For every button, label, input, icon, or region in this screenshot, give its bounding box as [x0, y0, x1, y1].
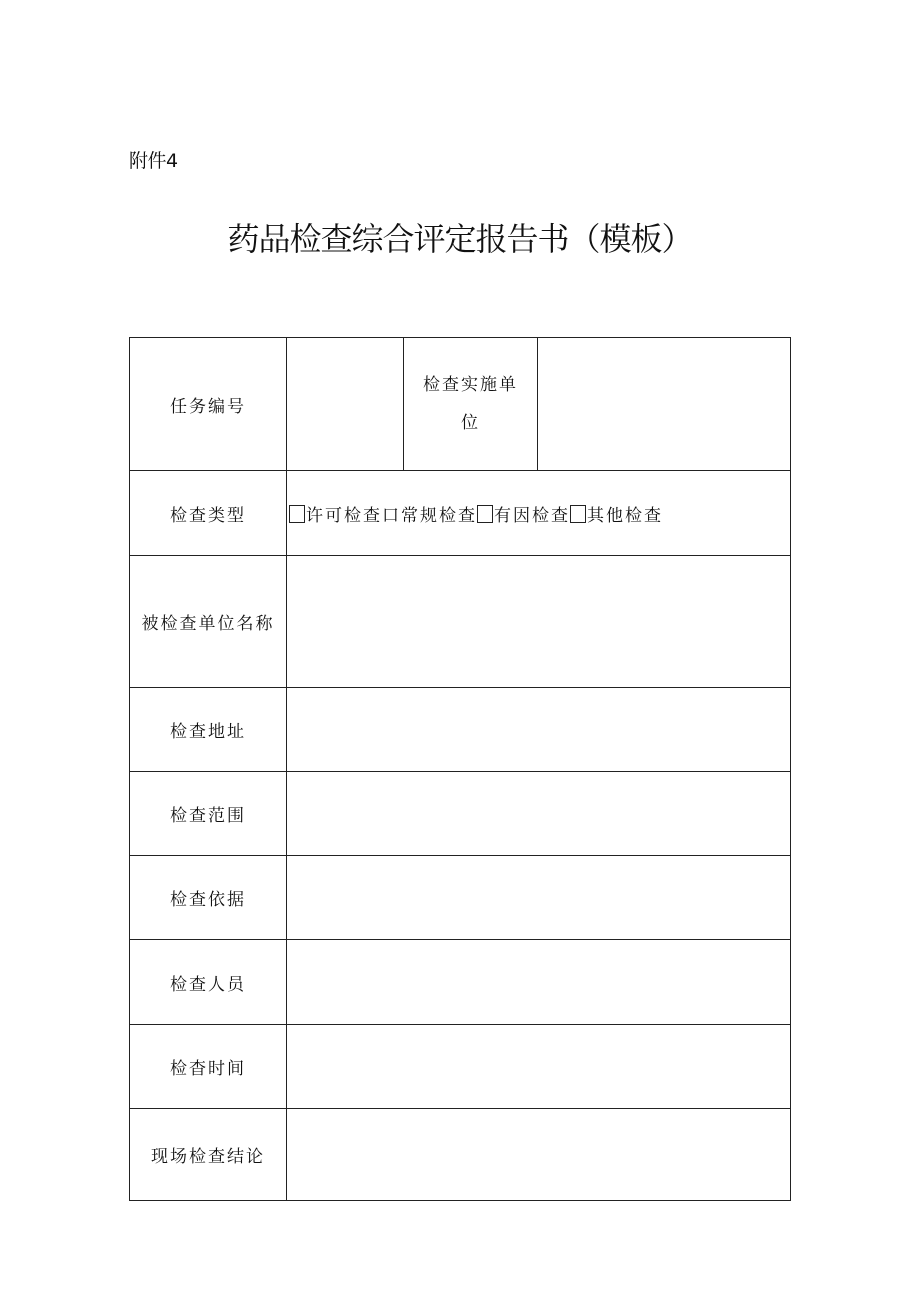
conclusion-label: 现场检查结论 — [130, 1109, 287, 1201]
inspection-type-label: 检查类型 — [130, 471, 287, 556]
scope-field[interactable] — [287, 772, 791, 856]
table-row-scope — [130, 772, 791, 856]
table-row-basis — [130, 856, 791, 940]
table-row-inspected-unit — [130, 556, 791, 688]
checkbox-icon[interactable] — [289, 505, 305, 523]
basis-label: 检查依据 — [130, 856, 287, 940]
option-label: 许可检查口常规检查 — [306, 505, 477, 526]
document-title: 药品检查综合评定报告书（模板） — [227, 220, 693, 258]
address-field[interactable] — [287, 688, 791, 772]
table-row-time — [130, 1025, 791, 1109]
attachment-label: 附件4 — [129, 150, 178, 172]
option-for-cause[interactable] — [477, 506, 570, 526]
address-label: 检查地址 — [130, 688, 287, 772]
inspected-unit-label: 被检查单位名称 — [130, 556, 287, 688]
basis-field[interactable] — [287, 856, 791, 940]
time-field[interactable] — [287, 1025, 791, 1109]
inspection-type-options — [287, 471, 791, 556]
table-row-personnel — [130, 940, 791, 1025]
option-license-routine[interactable] — [289, 506, 477, 526]
table-row-inspection-type — [130, 471, 791, 556]
checkbox-icon[interactable] — [477, 505, 493, 523]
table-row-conclusion — [130, 1109, 791, 1201]
table-row-address — [130, 688, 791, 772]
option-label: 其他检查 — [587, 505, 663, 526]
task-number-field[interactable] — [287, 338, 404, 471]
inspected-unit-field[interactable] — [287, 556, 791, 688]
option-label: 有因检查 — [494, 505, 570, 526]
conclusion-field[interactable] — [287, 1109, 791, 1201]
table-row-task — [130, 338, 791, 471]
scope-label: 检查范围 — [130, 772, 287, 856]
implementing-unit-field[interactable] — [538, 338, 791, 471]
implementing-unit-label: 检查实施单位 — [404, 338, 538, 471]
personnel-label: 检查人员 — [130, 940, 287, 1025]
option-other[interactable] — [570, 506, 663, 526]
checkbox-icon[interactable] — [570, 505, 586, 523]
task-number-label: 任务编号 — [130, 338, 287, 471]
time-label: 检杳时间 — [130, 1025, 287, 1109]
report-table — [129, 337, 791, 1201]
personnel-field[interactable] — [287, 940, 791, 1025]
